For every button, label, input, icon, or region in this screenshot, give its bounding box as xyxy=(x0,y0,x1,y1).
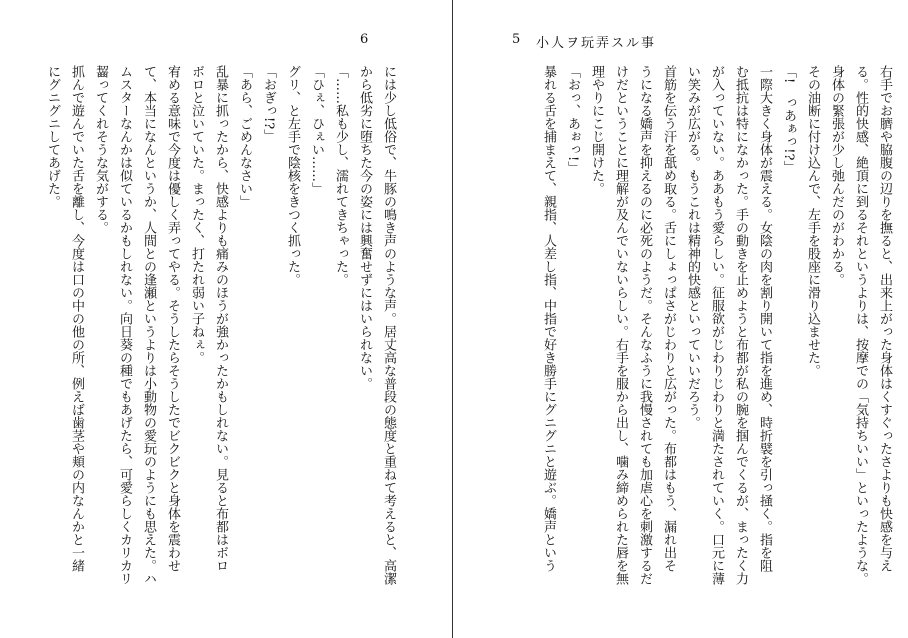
text-line: 身体の緊張が少し弛んだのがわかる。 xyxy=(829,65,844,286)
text-line: 一際大きく身体が震える。女陰の肉を割り開いて指を進め、時折襞を引っ掻く。指を阻 xyxy=(757,65,772,572)
text-line: 首筋を伝う汗を舐め取る。舌にしょっぱさがじわりと広がった。布都はもう、漏れ出そ xyxy=(661,65,676,572)
text-line: 抓んで遊んでいた舌を離し、今度は口の中の他の所、例えば歯茎や頬の内なんかと一緒 xyxy=(69,65,84,572)
text-line: む抵抗は特になかった。手の動きを止めようと布都が私の腕を掴んでくるが、まったく力 xyxy=(733,65,748,585)
text-line: 暴れる舌を捕まえて、親指、人差し指、中指で好き勝手にグニグニと遊ぶ。嬌声という xyxy=(541,65,556,572)
left-page xyxy=(0,0,452,638)
text-line: ムスターなんかは似ているかもしれない。向日葵の種でもあげたら、可愛らしくカリカリ xyxy=(117,65,132,585)
text-line: ボロと泣いていた。まったく、打たれ弱い子ねぇ。 xyxy=(189,65,204,364)
text-line: グリ、と左手で陰核をきつく抓った。 xyxy=(285,65,300,286)
text-line: 「おっ、あぉっ!」 xyxy=(565,65,580,175)
text-line: から低劣に堕ちた今の姿には興奮せずにはいられない。 xyxy=(357,65,372,390)
text-line: て、本当になんというか、人間との逢瀬というよりは小動物の愛玩のようにも思えた。ハ xyxy=(141,65,156,585)
text-line: その油断に付け込んで、左手を股座に滑り込ませた。 xyxy=(805,65,820,377)
text-line: 「ひぇ、ひぇい……」 xyxy=(309,65,324,195)
text-line: 齧ってくれそうな気がする。 xyxy=(93,65,108,234)
text-line: けだということに理解が及んでいないらしい。右手を服から出し、噛み締められた唇を無 xyxy=(613,65,628,585)
text-line: い笑みが広がる。もうこれは精神的快感といっていいだろう。 xyxy=(685,65,700,429)
page-body-text xyxy=(45,65,400,625)
page-number: 6 xyxy=(360,32,370,47)
text-line: 乱暴に抓ったから、快感よりも痛みのほうが強かったかもしれない。見ると布都はボロ xyxy=(213,65,228,572)
text-line: が入っていない。ああもう愛らしい。征服欲がじわりじわりと満たされていく。口元に薄 xyxy=(709,65,724,585)
text-line: 理やりにこじ開けた。 xyxy=(589,65,604,195)
running-title: 小人ヲ玩弄スル事 xyxy=(536,36,657,51)
text-line: 「! っあぁっ!?」 xyxy=(781,65,796,174)
gutter-divider xyxy=(452,0,453,638)
text-line: うになる嬌声を抑えるのに必死のようだ。そんなふうに我慢されても加虐心を刺激するだ xyxy=(637,65,652,585)
right-page xyxy=(454,0,908,638)
text-line: る。性的快感、絶頂に到るそれというよりは、按摩での「気持ちいい」といったような。 xyxy=(853,65,868,585)
text-line: には少し低俗で、牛豚の鳴き声のような声。居丈高な普段の態度と重ねて考えると、高潔 xyxy=(381,65,396,585)
text-line: 「……私も少し、濡れてきちゃった。 xyxy=(333,65,348,286)
page-body-text xyxy=(541,65,896,625)
text-line: にグニグニしてあげた。 xyxy=(45,65,60,208)
text-line: 宥める意味で今度は優しく弄ってやる。そうしたらそうしたでビクビクと身体を震わせ xyxy=(165,65,180,572)
page-number: 5 xyxy=(512,32,522,47)
text-line: 「あら、ごめんなさい」 xyxy=(237,65,252,208)
text-line: 「おぎっ!?」 xyxy=(261,65,276,143)
text-line: 右手でお臍や脇腹の辺りを撫ると、出来上がった身体はくすぐったさよりも快感を与え xyxy=(877,65,892,572)
